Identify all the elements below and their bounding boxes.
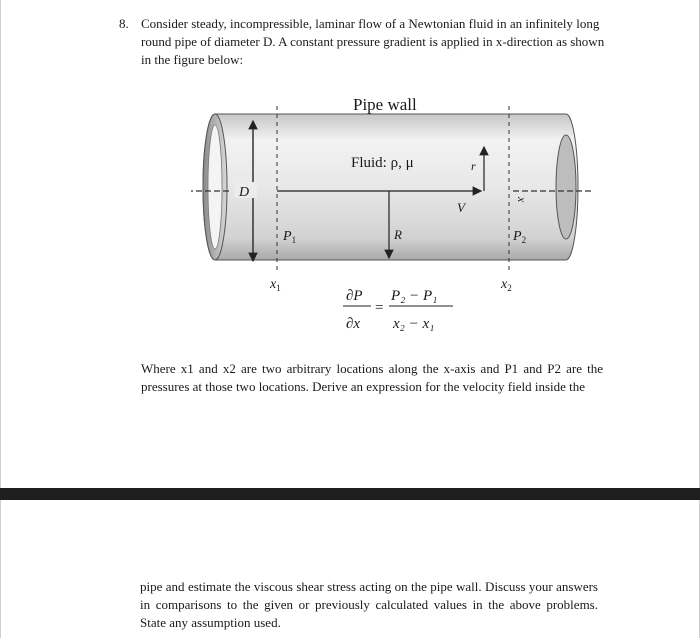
p2-label: $P_2$: [513, 229, 527, 245]
p1-label: $P_1$: [283, 229, 297, 245]
body-paragraph-2: pipe and estimate the viscous shear stress acting on the pipe wall. Discuss your answers in comparisons to the given or previously calculated values in the above problems. State any assumption used.: [140, 579, 598, 630]
x2-label: $x_2$: [501, 277, 512, 293]
figure-title: Pipe wall: [353, 95, 417, 114]
radius-label: R: [394, 227, 402, 242]
eq-rhs-numerator: P₂ − P₁: [391, 288, 438, 304]
x-axis-label: x: [515, 197, 529, 203]
pipe-right-end: [556, 135, 576, 239]
x1-label: $x_1$: [270, 277, 281, 293]
eq-lhs-numerator: ∂P: [346, 288, 363, 304]
diameter-label: D: [239, 185, 250, 200]
eq-lhs-denominator: ∂x: [346, 316, 361, 332]
eq-rhs-denominator: x₂ − x₁: [393, 316, 435, 332]
pressure-gradient-equation: [343, 288, 453, 332]
body-paragraph-1: Where x1 and x2 are two arbitrary locations along the x-axis and P1 and P2 are the pressures at those two locations. Derive an expression for the velocity field inside the: [141, 361, 603, 394]
question-number: 8.: [119, 16, 129, 31]
velocity-label: V: [457, 200, 465, 215]
fluid-label: Fluid: ρ, μ: [351, 155, 414, 171]
page-separator: [0, 488, 700, 500]
r-label: r: [471, 159, 476, 173]
pipe-flow-figure: [191, 86, 591, 356]
eq-equals: =: [375, 300, 384, 316]
question-intro: Consider steady, incompressible, laminar flow of a Newtonian fluid in an infinitely long round pipe of diameter D. A constant pressure gradient is applied in x-direction as shown in the figure below:: [141, 16, 605, 67]
